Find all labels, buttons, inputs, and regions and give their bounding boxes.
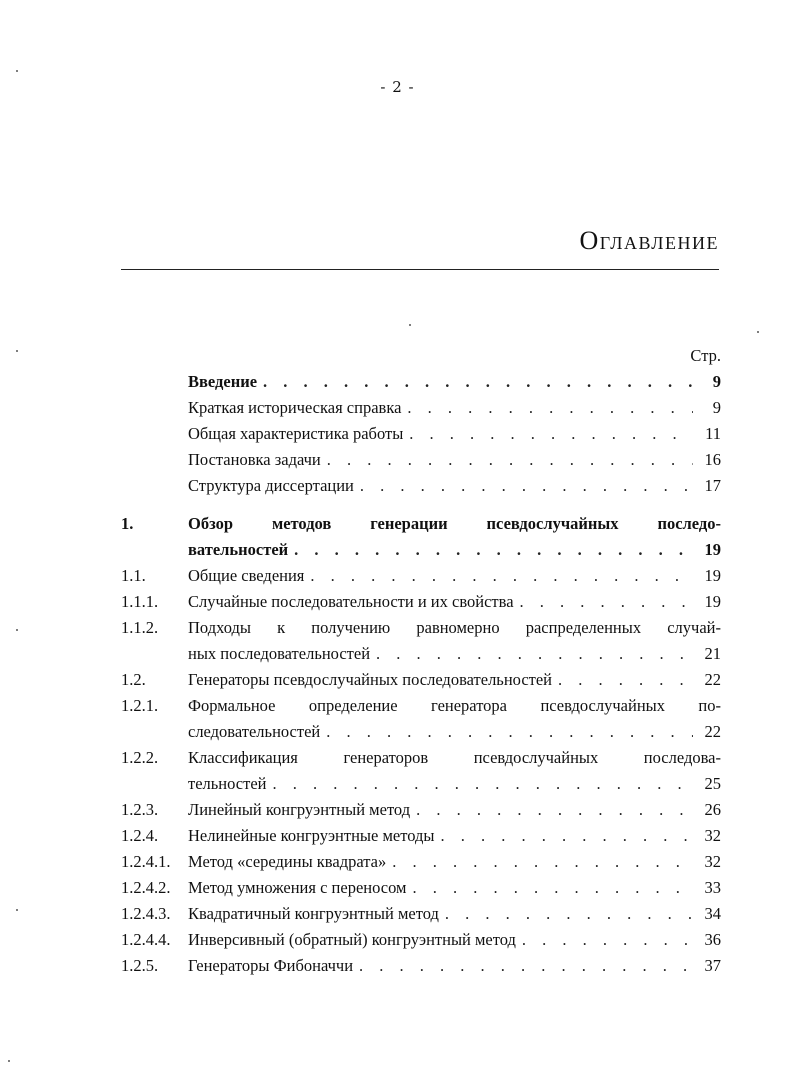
dot-leader: [558, 667, 693, 693]
toc-entry-page: 25: [704, 774, 721, 793]
dot-leader: [522, 927, 693, 953]
toc-entry-page: 33: [704, 878, 721, 897]
toc-entry-title: Генераторы Фибоначчи: [188, 956, 354, 975]
toc-entry-page: 16: [704, 450, 721, 469]
toc-entry[interactable]: [121, 369, 721, 395]
toc-entry-number: 1.2.4.4.: [121, 930, 171, 949]
toc-entry-number: 1.2.: [121, 670, 146, 689]
toc-entry-body: [188, 823, 721, 849]
toc-entry-page: 36: [704, 930, 721, 949]
toc-entry-number: 1.2.4.3.: [121, 904, 171, 923]
toc-entry-title: Нелинейные конгруэнтные методы: [188, 826, 435, 845]
section-gap: [121, 499, 721, 511]
dot-leader: [440, 823, 693, 849]
dot-leader: [416, 797, 693, 823]
dot-leader: [263, 369, 693, 395]
dot-leader: [409, 421, 693, 447]
toc-entry-number: 1.2.3.: [121, 800, 159, 819]
toc-entry-page: 21: [704, 644, 721, 663]
toc-entry-page: 11: [705, 424, 721, 443]
toc-entry-body: [188, 615, 721, 667]
scan-speck: [409, 324, 411, 326]
toc-entry-page: 19: [704, 540, 721, 559]
toc-entry-title: Общая характеристика работы: [188, 424, 404, 443]
toc-entry-body: [188, 563, 721, 589]
toc-entry-number: 1.1.2.: [121, 618, 159, 637]
toc-entry-number: 1.2.1.: [121, 696, 159, 715]
toc-entry-body: [188, 473, 721, 499]
toc-entry-title: Метод «середины квадрата»: [188, 852, 387, 871]
scan-speck: [16, 70, 18, 72]
toc-entry-title: Постановка задачи: [188, 450, 321, 469]
toc-entry-body: [188, 511, 721, 563]
scan-speck: [16, 629, 18, 631]
toc-entry-title: ных последовательностей: [188, 644, 371, 663]
toc-entry-page: 32: [704, 826, 721, 845]
toc-entry-body: [188, 421, 721, 447]
toc-entry-title: вательностей: [188, 540, 289, 559]
toc-entry[interactable]: [121, 953, 721, 979]
dot-leader: [376, 641, 693, 667]
toc-entry[interactable]: [121, 447, 721, 473]
toc-entry-number: 1.1.1.: [121, 592, 159, 611]
toc-entry[interactable]: [121, 615, 721, 667]
toc-entry[interactable]: [121, 797, 721, 823]
toc-entry-title: Структура диссертации: [188, 476, 354, 495]
toc-entry-number: 1.2.5.: [121, 956, 159, 975]
toc-entry-title: Генераторы псевдослучайных последовательностей: [188, 670, 553, 689]
dot-leader: [412, 875, 693, 901]
dot-leader: [520, 589, 693, 615]
dot-leader: [272, 771, 693, 797]
dot-leader: [392, 849, 693, 875]
toc-entry[interactable]: [121, 667, 721, 693]
dot-leader: [327, 447, 693, 473]
dot-leader: [445, 901, 693, 927]
toc-entry-body: [188, 927, 721, 953]
scan-speck: [757, 331, 759, 333]
toc-entry-number: 1.: [121, 514, 134, 533]
toc-entry-body: [188, 395, 721, 421]
page-column-header: Стр.: [690, 346, 721, 365]
toc-entry-body: [188, 693, 721, 745]
toc-entry-number: 1.2.4.: [121, 826, 159, 845]
scan-speck: [16, 350, 18, 352]
page-number: - 2 -: [380, 78, 415, 96]
scan-speck: [16, 909, 18, 911]
toc-entry[interactable]: [121, 901, 721, 927]
dot-leader: [359, 953, 693, 979]
toc-entry-body: [188, 953, 721, 979]
toc-entry[interactable]: [121, 421, 721, 447]
toc-entry-page: 26: [704, 800, 721, 819]
toc-entry-title: Введение: [188, 372, 258, 391]
toc-title: Оглавление: [579, 226, 719, 255]
toc-entry-number: 1.2.4.1.: [121, 852, 171, 871]
toc-entry[interactable]: [121, 563, 721, 589]
toc-entry[interactable]: [121, 875, 721, 901]
toc-entry[interactable]: [121, 395, 721, 421]
toc-entry-number: 1.2.4.2.: [121, 878, 171, 897]
toc-entry-body: [188, 745, 721, 797]
toc-entry[interactable]: [121, 823, 721, 849]
toc-entry-page: 34: [704, 904, 721, 923]
toc-entry-title: Инверсивный (обратный) конгруэнтный метод: [188, 930, 516, 949]
dot-leader: [326, 719, 693, 745]
toc-entry-title: Квадратичный конгруэнтный метод: [188, 904, 439, 923]
toc-entry-title: Случайные последовательности и их свойства: [188, 592, 514, 611]
toc-entry-number: 1.2.2.: [121, 748, 159, 767]
toc-entry-title: Метод умножения с переносом: [188, 878, 407, 897]
toc-entry[interactable]: [121, 589, 721, 615]
toc-entry[interactable]: [121, 473, 721, 499]
toc-entry-body: [188, 589, 721, 615]
toc-entry-title: тельностей: [188, 774, 267, 793]
toc-entry-page: 22: [704, 670, 721, 689]
toc-entry-page: 37: [704, 956, 721, 975]
toc-entry-page: 22: [704, 722, 721, 741]
title-rule: [121, 269, 719, 270]
toc-entry-title: Краткая историческая справка: [188, 398, 402, 417]
toc-entry[interactable]: [121, 849, 721, 875]
toc-entry-page: 19: [704, 592, 721, 611]
toc-entry-body: [188, 447, 721, 473]
dot-leader: [407, 395, 693, 421]
toc-entry[interactable]: [121, 927, 721, 953]
dot-leader: [310, 563, 693, 589]
toc-entry-title: Линейный конгруэнтный метод: [188, 800, 411, 819]
toc-entry[interactable]: [121, 745, 721, 797]
toc-entry-title: Общие сведения: [188, 566, 305, 585]
toc-entry-page: 9: [712, 398, 721, 417]
toc-entry-body: [188, 849, 721, 875]
dot-leader: [360, 473, 693, 499]
table-of-contents: [121, 343, 721, 979]
toc-entry-body: [188, 901, 721, 927]
toc-entry-number: 1.1.: [121, 566, 146, 585]
toc-entry[interactable]: [121, 693, 721, 745]
toc-entry-page: 9: [712, 372, 721, 391]
scan-speck: [8, 1060, 10, 1062]
toc-entry-body: [188, 797, 721, 823]
toc-entry-title-line: Обзор методов генерации псевдослучайных последо-: [188, 514, 721, 533]
toc-entry-page: 19: [704, 566, 721, 585]
toc-entry-body: [188, 369, 721, 395]
toc-entry-body: [188, 667, 721, 693]
toc-entry-title-line: Формальное определение генератора псевдослучайных по-: [188, 696, 721, 715]
toc-entry-page: 17: [704, 476, 721, 495]
toc-entry-body: [188, 875, 721, 901]
toc-entry-title-line: Подходы к получению равномерно распределенных случай-: [188, 618, 721, 637]
toc-entry-title: следовательностей: [188, 722, 321, 741]
toc-entry-title-line: Классификация генераторов псевдослучайных последова-: [188, 748, 721, 767]
toc-entry[interactable]: [121, 511, 721, 563]
dot-leader: [294, 537, 693, 563]
toc-entry-page: 32: [704, 852, 721, 871]
